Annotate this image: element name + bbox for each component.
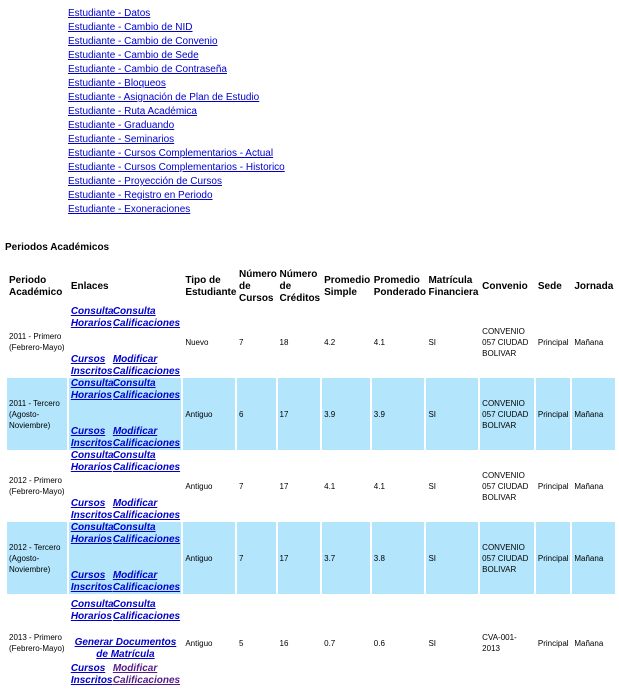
cell-matricula: SI [426,378,478,450]
cursos-inscritos-link[interactable] [71,663,113,687]
link-text-horarios: Horarios [70,611,112,622]
cell-creditos: 18 [279,337,289,347]
link-text-calificaciones: Calificaciones [112,318,181,329]
menu-item-plan-estudio [68,91,285,105]
cell-periodo: 2012 - Tercero (Agosto-Noviembre) [7,522,67,594]
consulta-horarios-link[interactable] [71,378,113,402]
cell-tipo: Nuevo [185,337,209,347]
cursos-inscritos-link[interactable] [71,498,113,522]
cell-jornada: Mañana [572,378,615,450]
cell-sede: Principal [536,378,570,450]
menu-link-registro-periodo[interactable]: Estudiante - Registro en Periodo [68,190,213,201]
link-text-matricula: de Matrícula [96,649,155,660]
link-text-inscritos: Inscritos [70,510,113,521]
cell-periodo: 2011 - Primero (Febrero-Mayo) [9,332,65,352]
cell-cursos: 5 [239,638,244,648]
cell-periodo: 2013 - Primero (Febrero-Mayo) [9,633,65,653]
menu-link-cambio-nid[interactable]: Estudiante - Cambio de NID [68,22,193,33]
cell-convenio: CONVENIO 057 CIUDAD BOLIVAR [480,522,534,594]
cell-enlaces [69,450,182,522]
cell-jornada: Mañana [574,481,604,491]
link-text-cursos: Cursos [70,570,106,581]
cell-jornada: Mañana [574,638,604,648]
link-text-calificaciones: Calificaciones [112,438,181,449]
link-text-calificaciones: Calificaciones [112,611,181,622]
cell-matricula: SI [426,522,478,594]
cell-tipo: Antiguo [185,638,213,648]
cell-enlaces [69,378,182,450]
cell-ponderado: 4.1 [373,337,385,347]
link-text-modificar: Modificar [112,354,158,365]
link-text-calificaciones: Calificaciones [112,510,181,521]
link-text-consulta: Consulta [112,306,156,317]
cell-simple: 3.9 [322,378,370,450]
menu-link-cursos-comp-actual[interactable]: Estudiante - Cursos Complementarios - Actual [68,148,274,159]
row-links [71,450,180,522]
cell-ponderado: 0.6 [373,638,385,648]
row-links [71,522,180,594]
row-links [71,599,180,687]
menu-link-cambio-contrasena[interactable]: Estudiante - Cambio de Contraseña [68,64,227,75]
table-header-row [7,268,615,306]
menu-link-proyeccion-cursos[interactable]: Estudiante - Proyección de Cursos [68,176,222,187]
link-text-calificaciones: Calificaciones [112,366,181,377]
academic-periods-table [5,268,617,692]
link-text-modificar: Modificar [112,426,158,437]
cell-matricula: SI [428,337,437,347]
cell-cursos: 7 [239,481,244,491]
spacer [71,546,180,570]
section-title: Periodos Académicos [5,242,110,253]
menu-item-ruta-academica [68,105,285,119]
menu-item-bloqueos [68,77,285,91]
cell-sede: Principal [537,481,569,491]
consulta-calificaciones-link[interactable] [113,522,180,546]
header-sede: Sede [537,281,562,292]
link-text-horarios: Horarios [70,390,112,401]
link-text-generar: Generar Documentos [74,637,177,648]
consulta-calificaciones-link[interactable] [113,599,180,623]
cell-ponderado: 3.8 [372,522,425,594]
header-cursos: Número de Cursos [239,269,277,304]
header-tipo: Tipo de Estudiante [185,275,237,298]
cell-matricula: SI [428,638,437,648]
cell-ponderado: 3.9 [372,378,425,450]
header-matricula: Matrícula Financiera [428,275,479,298]
link-text-inscritos: Inscritos [70,366,113,377]
consulta-horarios-link[interactable] [71,306,113,330]
consulta-calificaciones-link[interactable] [113,378,180,402]
cell-creditos: 16 [279,638,289,648]
link-text-consulta: Consulta [70,522,114,533]
menu-link-plan-estudio[interactable]: Estudiante - Asignación de Plan de Estudio [68,92,260,103]
menu-item-registro-periodo [68,189,285,203]
cell-convenio: CONVENIO 057 CIUDAD BOLIVAR [482,470,529,502]
header-convenio: Convenio [482,281,528,292]
link-text-consulta: Consulta [70,306,114,317]
cell-simple: 4.2 [324,337,336,347]
link-text-consulta: Consulta [112,522,156,533]
cell-enlaces [69,306,182,378]
menu-item-graduando [68,119,285,133]
link-text-consulta: Consulta [70,599,114,610]
menu-link-cambio-convenio[interactable]: Estudiante - Cambio de Convenio [68,36,218,47]
link-text-horarios: Horarios [70,318,112,329]
consulta-calificaciones-link[interactable] [113,306,180,330]
row-links [71,306,180,378]
spacer [71,402,180,426]
generar-documentos-matricula-link[interactable] [71,637,180,661]
menu-item-cursos-comp-actual [68,147,285,161]
cell-enlaces [69,522,182,594]
menu-link-exoneraciones[interactable]: Estudiante - Exoneraciones [68,204,191,215]
menu-link-seminarios[interactable]: Estudiante - Seminarios [68,134,175,145]
menu-link-ruta-academica[interactable]: Estudiante - Ruta Académica [68,106,197,117]
link-text-calificaciones: Calificaciones [112,675,181,686]
link-text-consulta: Consulta [112,378,156,389]
consulta-horarios-link[interactable] [71,599,113,623]
cell-matricula: SI [428,481,437,491]
cell-creditos: 17 [279,481,289,491]
table-row [7,594,615,692]
cell-ponderado: 4.1 [373,481,385,491]
cell-periodo: 2011 - Tercero (Agosto-Noviembre) [7,378,67,450]
menu-item-cambio-contrasena [68,63,285,77]
spacer [71,474,180,498]
link-text-horarios: Horarios [70,534,112,545]
link-text-modificar: Modificar [112,663,158,674]
cell-sede: Principal [536,522,570,594]
modificar-calificaciones-link[interactable] [113,354,180,378]
menu-link-graduando[interactable]: Estudiante - Graduando [68,120,175,131]
cell-tipo: Antiguo [185,481,213,491]
consulta-horarios-link[interactable] [71,522,113,546]
link-text-modificar: Modificar [112,498,158,509]
link-text-calificaciones: Calificaciones [112,390,181,401]
cell-jornada: Mañana [574,337,604,347]
cursos-inscritos-link[interactable] [71,426,113,450]
link-text-cursos: Cursos [70,498,106,509]
menu-item-cambio-sede [68,49,285,63]
cell-enlaces [69,594,182,692]
menu-link-datos[interactable]: Estudiante - Datos [68,8,151,19]
header-ponderado: Promedio Ponderado [373,275,426,298]
table-row [7,450,615,522]
row-links [71,378,180,450]
header-simple: Promedio Simple [324,275,371,298]
spacer [71,623,180,637]
cell-sede: Principal [537,638,569,648]
modificar-calificaciones-link[interactable] [113,426,180,450]
header-creditos: Número de Créditos [279,269,321,304]
consulta-calificaciones-link[interactable] [113,450,180,474]
consulta-horarios-link[interactable] [71,450,113,474]
spacer [71,330,180,354]
menu-item-cambio-nid [68,21,285,35]
cell-tipo: Antiguo [183,522,235,594]
menu-item-seminarios [68,133,285,147]
cell-cursos: 6 [237,378,276,450]
link-text-consulta: Consulta [112,450,156,461]
menu-item-exoneraciones [68,203,285,217]
link-text-inscritos: Inscritos [70,675,113,686]
link-text-calificaciones: Calificaciones [112,462,181,473]
link-text-inscritos: Inscritos [70,582,113,593]
cell-jornada: Mañana [572,522,615,594]
cursos-inscritos-link[interactable] [71,354,113,378]
cell-sede: Principal [537,337,569,347]
link-text-cursos: Cursos [70,354,106,365]
modificar-calificaciones-link[interactable] [113,663,180,687]
link-text-horarios: Horarios [70,462,112,473]
menu-link-bloqueos[interactable]: Estudiante - Bloqueos [68,78,166,89]
table-row [7,522,615,594]
link-text-cursos: Cursos [70,663,106,674]
student-menu [68,7,285,217]
link-text-calificaciones: Calificaciones [112,534,181,545]
cell-convenio: CONVENIO 057 CIUDAD BOLIVAR [480,378,534,450]
menu-item-datos [68,7,285,21]
cell-periodo: 2012 - Primero (Febrero-Mayo) [9,476,65,496]
link-text-cursos: Cursos [70,426,106,437]
cell-convenio: CVA-001-2013 [482,633,517,653]
link-text-consulta: Consulta [70,378,114,389]
cursos-inscritos-link[interactable] [71,570,113,594]
header-periodo: Periodo Académico [9,275,63,298]
menu-link-cambio-sede[interactable]: Estudiante - Cambio de Sede [68,50,199,61]
cell-cursos: 7 [237,522,276,594]
cell-cursos: 7 [239,337,244,347]
header-enlaces: Enlaces [70,281,109,292]
cell-creditos: 17 [278,522,321,594]
cell-tipo: Antiguo [183,378,235,450]
table-row [7,378,615,450]
link-text-modificar: Modificar [112,570,158,581]
cell-creditos: 17 [278,378,321,450]
modificar-calificaciones-link[interactable] [113,498,180,522]
cell-simple: 3.7 [322,522,370,594]
link-text-consulta: Consulta [70,450,114,461]
link-text-inscritos: Inscritos [70,438,113,449]
cell-simple: 4.1 [324,481,336,491]
link-text-calificaciones: Calificaciones [112,582,181,593]
menu-link-cursos-comp-historico[interactable]: Estudiante - Cursos Complementarios - Historico [68,162,285,173]
menu-item-cambio-convenio [68,35,285,49]
table-row [7,306,615,378]
cell-convenio: CONVENIO 057 CIUDAD BOLIVAR [482,326,529,358]
menu-item-cursos-comp-historico [68,161,285,175]
header-jornada: Jornada [574,281,614,292]
modificar-calificaciones-link[interactable] [113,570,180,594]
menu-item-proyeccion-cursos [68,175,285,189]
cell-simple: 0.7 [324,638,336,648]
link-text-consulta: Consulta [112,599,156,610]
